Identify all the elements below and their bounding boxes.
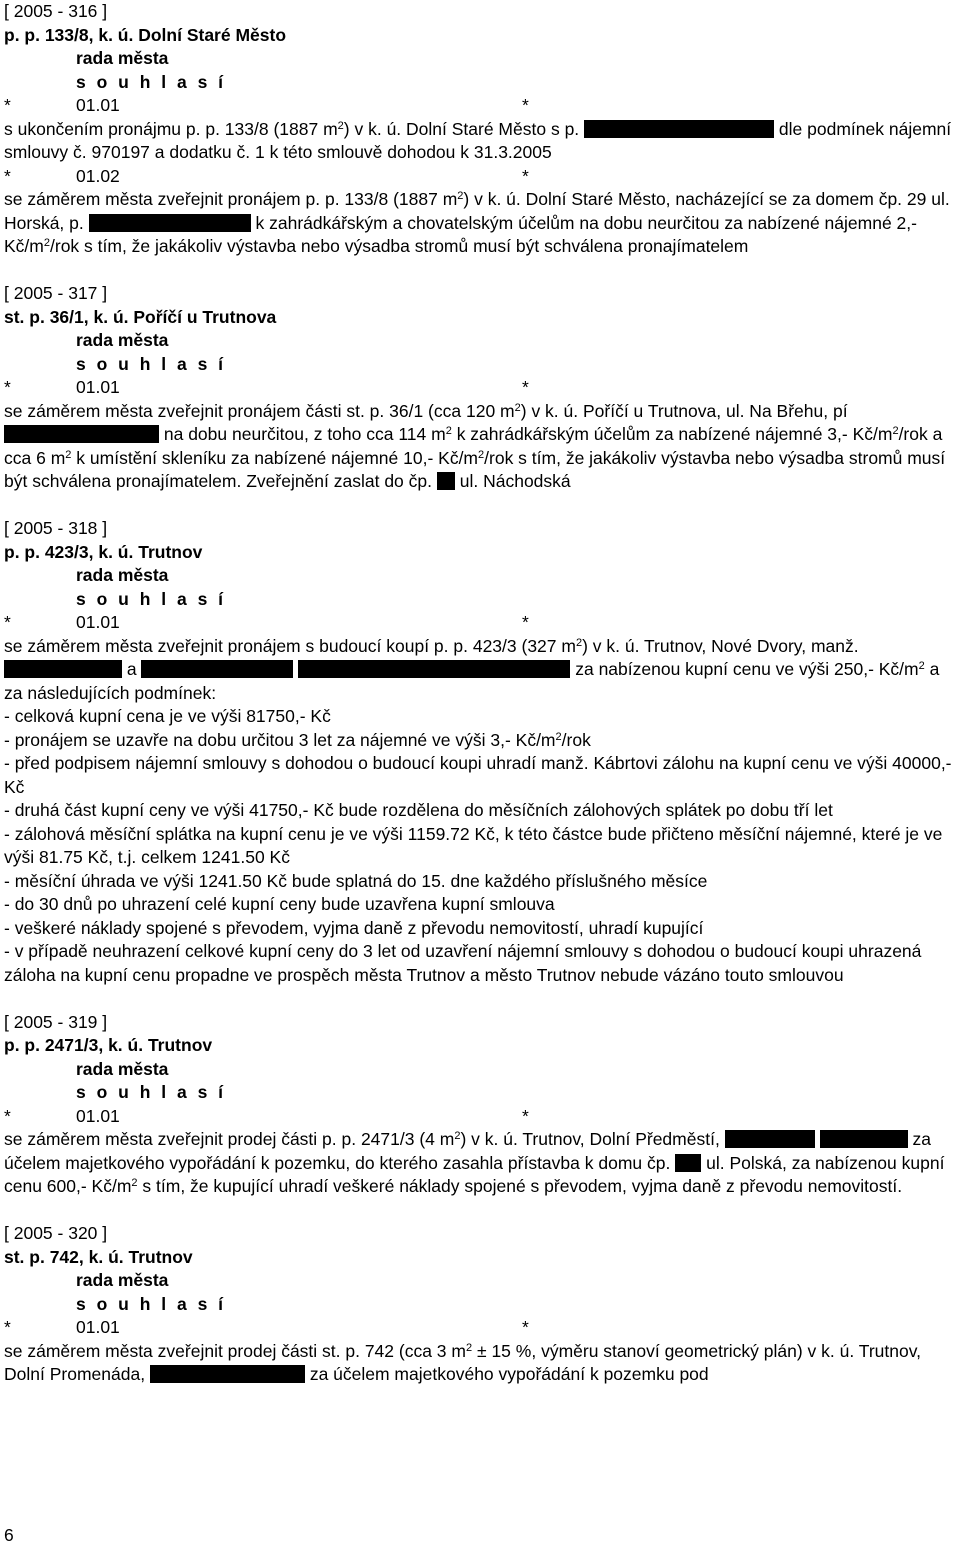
star: * [4, 1317, 11, 1337]
condition-item: - pronájem se uzavře na dobu určitou 3 let za nájemné ve výši 3,- $Kč/m^2$/rok [4, 729, 591, 750]
star: * [4, 612, 11, 632]
item-code-row [4, 611, 956, 635]
star: * [522, 612, 529, 632]
redaction-block [141, 660, 293, 678]
souhlasi: s o u h l a s í [76, 1082, 227, 1102]
redaction-block [150, 1365, 305, 1383]
item-code: 01.01 [76, 377, 120, 397]
star: * [4, 377, 11, 397]
redaction-block [4, 425, 159, 443]
resolution-id: [ 2005 - 318 ] [4, 518, 108, 538]
resolution-id: [ 2005 - 317 ] [4, 283, 108, 303]
condition-item: - v případě neuhrazení celkové kupní ceny do 3 let od uzavření nájemní smlouvy s dohodou o budoucí koupi uhrazená záloha na kupní cenu propadne ve prospěch města Trutnov a město Trutnov nebude vázáno touto smlouvou [4, 941, 922, 985]
star: * [522, 1317, 529, 1337]
item-code: 01.01 [76, 1105, 120, 1126]
redaction-block [820, 1130, 908, 1148]
parcel-title: p. p. 133/8, k. ú. Dolní Staré Město [4, 24, 287, 45]
redaction-block [675, 1154, 701, 1172]
resolution-id: [ 2005 - 319 ] [4, 1011, 108, 1032]
item-code: 01.01 [76, 1317, 120, 1337]
rada-mesta: rada města [76, 48, 169, 68]
item-text: s ukončením pronájmu p. p. 133/8 (1887 $m^2$) v k. ú. Dolní Staré Město s p. dle podmínek nájemní smlouvy č. 970197 a dodatku č. 1 k této smlouvě dohodou k 31.3.2005 [4, 118, 952, 162]
document-page [4, 0, 956, 1387]
resolution-id: [ 2005 - 320 ] [4, 1223, 108, 1243]
condition-item: - do 30 dnů po uhrazení celé kupní ceny bude uzavřena kupní smlouva [4, 894, 555, 914]
item-text: se záměrem města zveřejnit prodej části p. p. 2471/3 (4 $m^2$) v k. ú. Trutnov, Dolní Předměstí, za účelem majetkového vypořádání k pozemku, do kterého zasahla přístavba k domu čp. ul. Polská, za nabízenou kupní cenu 600,- $Kč/m^2$ s tím, že kupující uhradí veškeré náklady spojené s převodem, vyjma daně z převodu nemovitostí. [4, 1129, 945, 1196]
item-code-row [4, 165, 956, 189]
rada-mesta: rada města [76, 1270, 169, 1290]
parcel-title: p. p. 2471/3, k. ú. Trutnov [4, 1035, 213, 1055]
item-text: se záměrem města zveřejnit pronájem s budoucí koupí p. p. 423/3 (327 $m^2$) v k. ú. Trutnov, Nové Dvory, manž. a za nabízenou kupní cenu ve výši 250,- $Kč/m^2$ a za následujících podmínek: [4, 635, 940, 703]
item-code-row [4, 1105, 956, 1129]
rada-mesta: rada města [76, 1058, 169, 1079]
resolution-2005-320 [4, 1222, 956, 1387]
resolution-2005-317 [4, 282, 956, 494]
redaction-block [89, 214, 251, 232]
rada-mesta: rada města [76, 330, 169, 350]
item-code-row [4, 376, 956, 400]
condition-item: - druhá část kupní ceny ve výši 41750,- Kč bude rozdělena do měsíčních zálohových splátek po dobu tří let [4, 800, 833, 820]
souhlasi: s o u h l a s í [76, 71, 227, 92]
condition-item: - před podpisem nájemní smlouvy s dohodou o budoucí koupi uhradí manž. Kábrtovi zálohu na kupní cenu ve výši 40000,- Kč [4, 753, 952, 797]
rada-mesta: rada města [76, 565, 169, 585]
star: * [522, 1105, 529, 1126]
condition-item: - veškeré náklady spojené s převodem, vyjma daně z převodu nemovitostí, uhradí kupující [4, 917, 704, 938]
resolution-2005-319 [4, 1011, 956, 1199]
star: * [522, 377, 529, 397]
parcel-title: st. p. 742, k. ú. Trutnov [4, 1246, 193, 1267]
star: * [4, 95, 11, 115]
souhlasi: s o u h l a s í [76, 588, 227, 609]
souhlasi: s o u h l a s í [76, 1293, 227, 1314]
item-text: se záměrem města zveřejnit prodej části st. p. 742 (cca 3 $m^2 \pm 15$ %, výměru stanoví geometrický plán) v k. ú. Trutnov, Dolní Promenáda, za účelem majetkového vypořádání k pozemku pod [4, 1340, 922, 1384]
star: * [4, 165, 11, 186]
resolution-2005-316 [4, 0, 956, 259]
condition-item: - zálohová měsíční splátka na kupní cenu je ve výši 1159.72 Kč, k této částce bude přičteno měsíční nájemné, které je ve výši 81.75 Kč, t.j. celkem 1241.50 Kč [4, 823, 943, 867]
resolution-2005-318 [4, 517, 956, 987]
item-text: se záměrem města zveřejnit pronájem části st. p. 36/1 (cca 120 $m^2$) v k. ú. Poříčí u Trutnova, ul. Na Břehu, pí na dobu neurčitou, z toho cca 114 $m^2$ k zahrádkářským účelům za nabízené nájemné 3,- $Kč/m^2$/rok a cca 6 $m^2$ k umístění skleníku za nabízené nájemné 10,- $Kč/m^2$/rok s tím, že jakákoliv výstavba nebo výsadba stromů musí být schválena pronajímatelem. Zveřejnění zaslat do čp. ul. Náchodská [4, 400, 946, 491]
page-number: 6 [4, 1525, 14, 1545]
condition-item: - celková kupní cena je ve výši 81750,- Kč [4, 706, 331, 726]
item-code: 01.01 [76, 95, 120, 115]
star: * [4, 1105, 11, 1126]
redaction-block [584, 120, 774, 138]
resolution-id: [ 2005 - 316 ] [4, 1, 108, 21]
item-code: 01.01 [76, 612, 120, 632]
item-code: 01.02 [76, 165, 120, 186]
star: * [522, 95, 529, 115]
souhlasi: s o u h l a s í [76, 353, 227, 374]
item-text: se záměrem města zveřejnit pronájem p. p. 133/8 (1887 $m^2$) v k. ú. Dolní Staré Město, nacházející se za domem čp. 29 ul. Horská, p. k zahrádkářským a chovatelským účelům na dobu neurčitou za nabízené nájemné 2,- $Kč/m^2$/rok s tím, že jakákoliv výstavba nebo výsadba stromů musí být schválena pronajímatelem [4, 189, 950, 256]
parcel-title: st. p. 36/1, k. ú. Poříčí u Trutnova [4, 306, 277, 327]
item-code-row [4, 1316, 956, 1340]
star: * [522, 165, 529, 186]
condition-item: - měsíční úhrada ve výši 1241.50 Kč bude splatná do 15. dne každého příslušného měsíce [4, 870, 708, 891]
parcel-title: p. p. 423/3, k. ú. Trutnov [4, 541, 203, 562]
redaction-block [725, 1130, 815, 1148]
redaction-block [298, 660, 570, 678]
redaction-block [437, 472, 455, 490]
item-code-row [4, 94, 956, 118]
redaction-block [4, 660, 122, 678]
